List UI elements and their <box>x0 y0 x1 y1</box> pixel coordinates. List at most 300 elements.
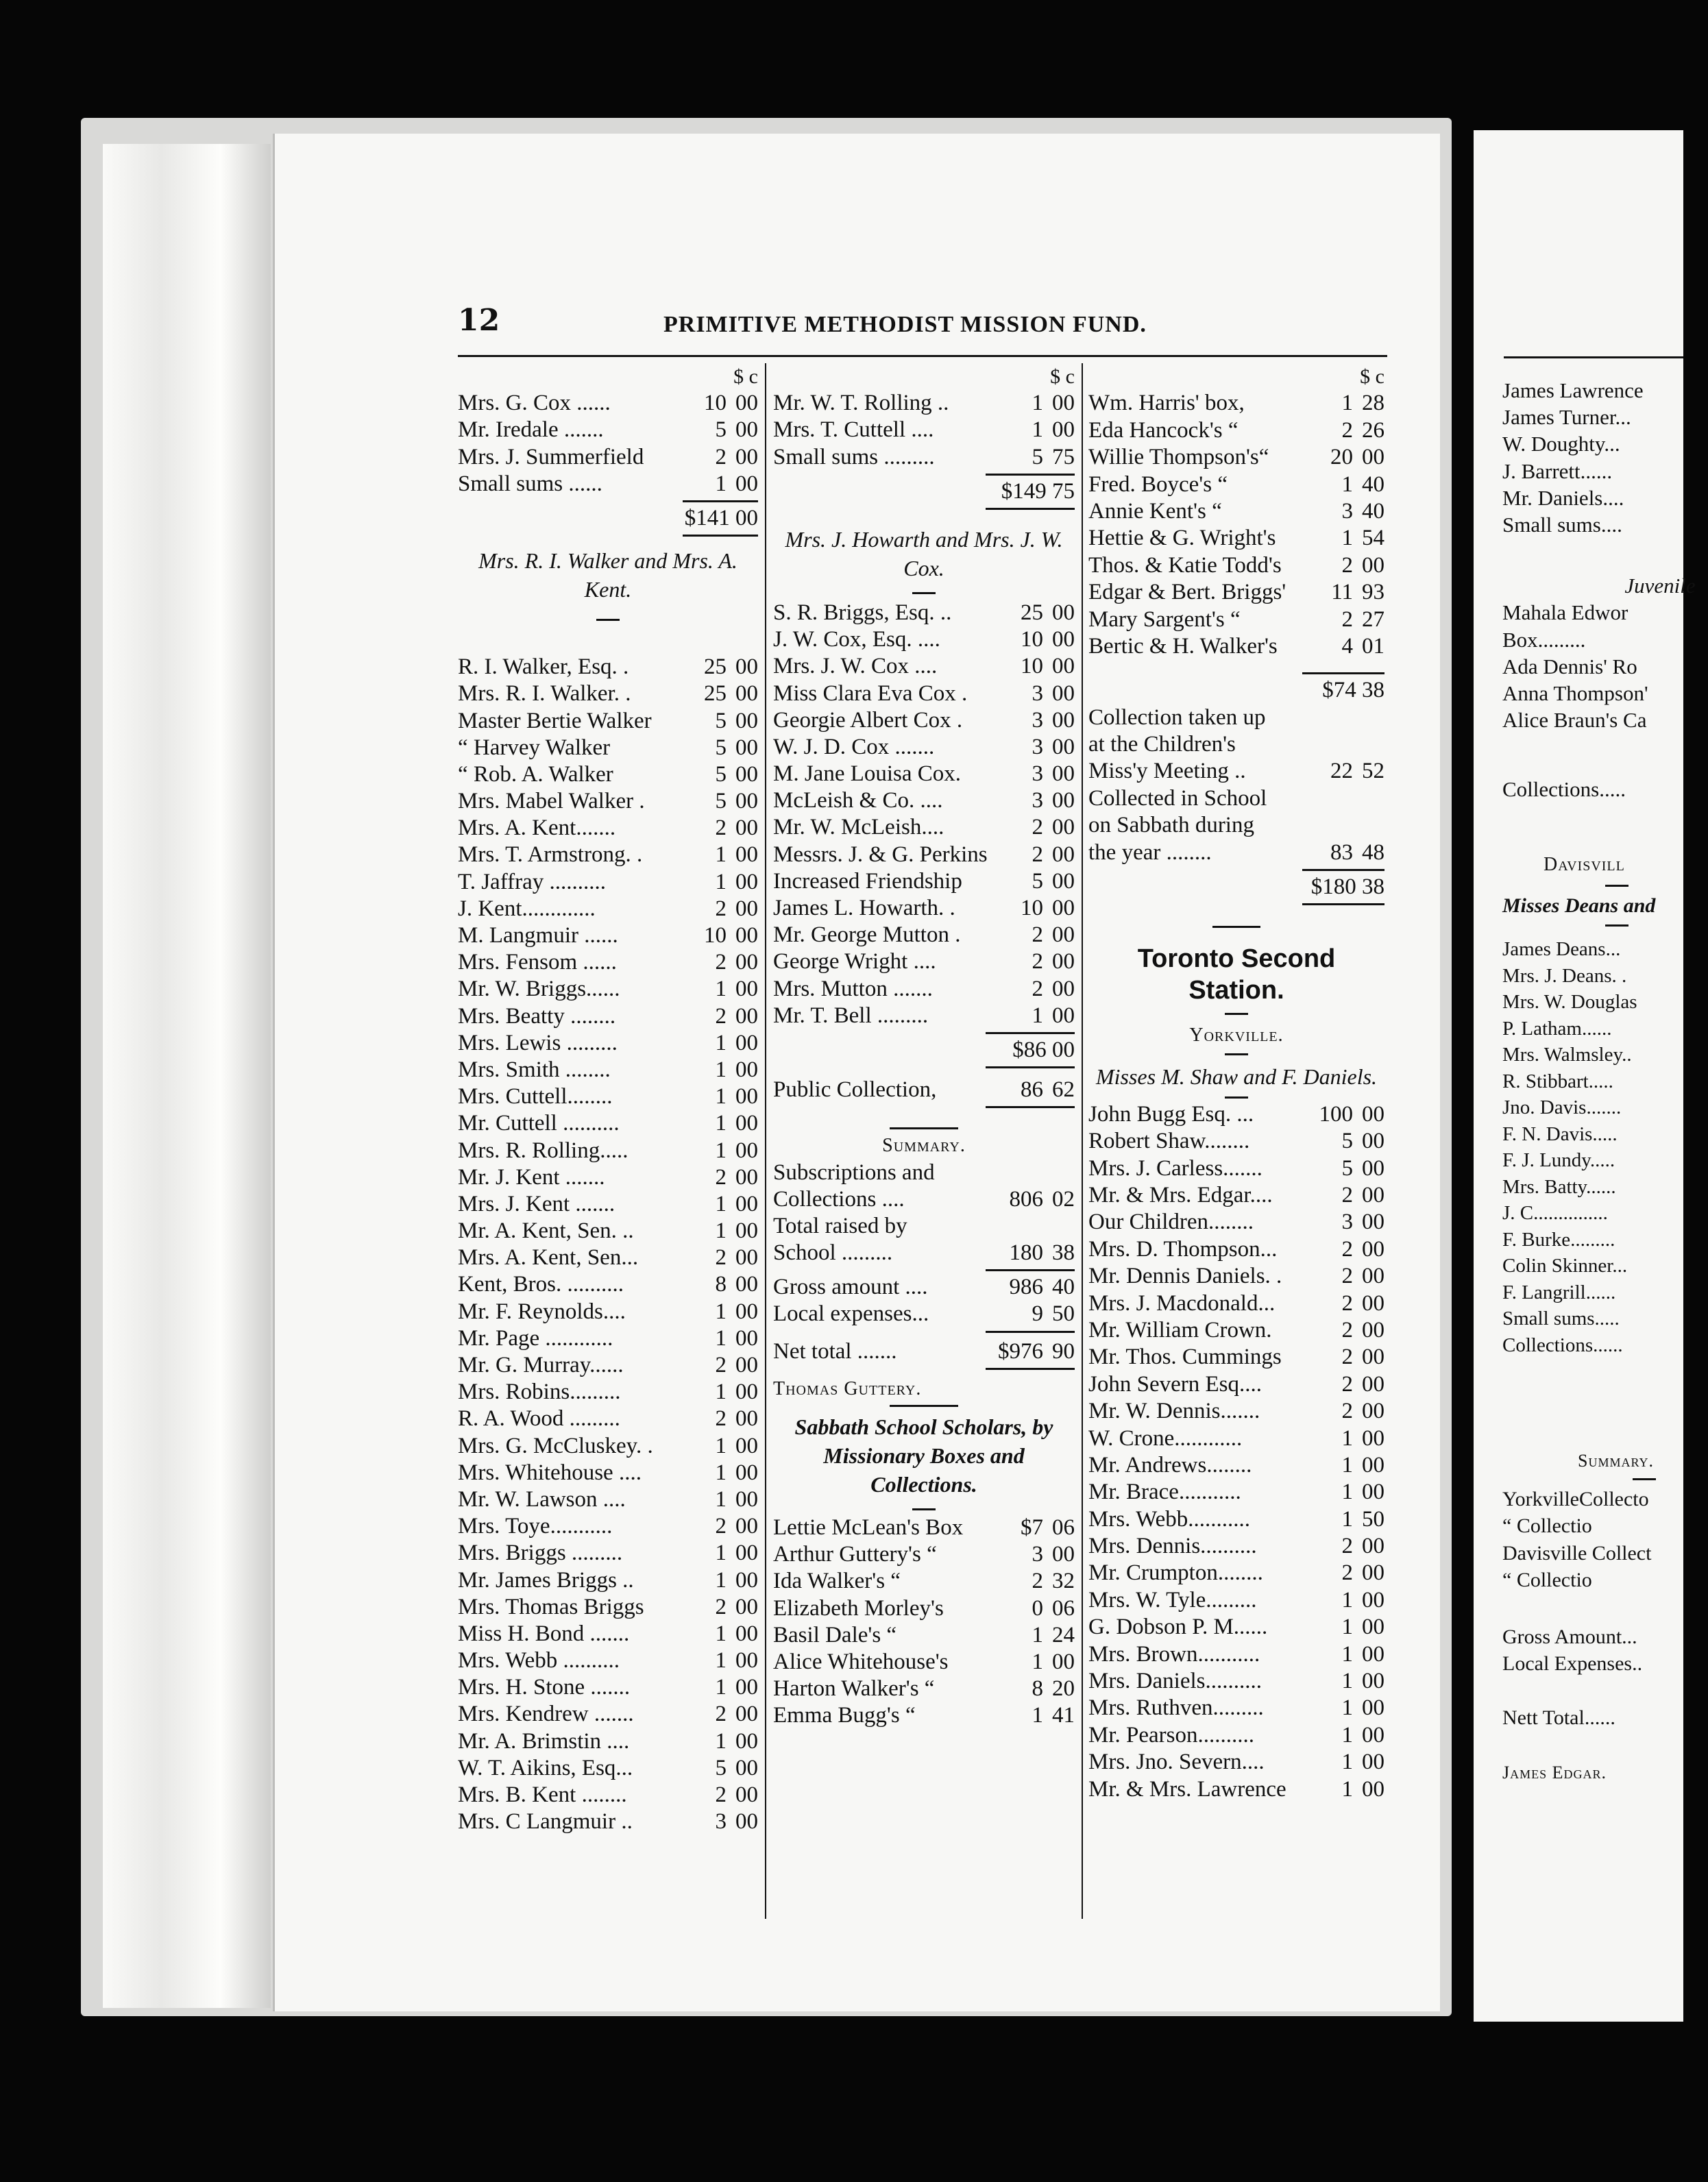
row-dollars: $7 <box>1021 1515 1043 1540</box>
row-dollars: 2 <box>715 1782 727 1807</box>
entry-row <box>773 1702 1075 1729</box>
entry-line: Collections...... <box>1502 1334 1623 1356</box>
row-name: Mr. W. T. Rolling .. <box>773 391 949 416</box>
entry-row <box>773 626 1075 653</box>
row-cents: 00 <box>735 1460 758 1485</box>
row-dollars: 10 <box>1021 627 1043 652</box>
row-dollars: 1 <box>715 977 727 1002</box>
row-cents <box>1353 812 1384 839</box>
row-dollars: 5 <box>1341 1155 1353 1181</box>
entry-row <box>458 1245 758 1271</box>
row-name: Mrs. Ruthven......... <box>1088 1695 1264 1721</box>
row-name: Mrs. J. Kent ....... <box>458 1191 615 1216</box>
entry-line: James Lawrence <box>1502 378 1644 402</box>
row-name: Mrs. T. Cuttell .... <box>773 417 934 443</box>
row-name: Small sums ......... <box>773 444 935 469</box>
row-cents: 00 <box>1362 1371 1384 1397</box>
row-cents: 00 <box>735 896 758 921</box>
row-name: Mr. W. Lawson .... <box>458 1486 626 1512</box>
row-name: at the Children's <box>1088 732 1236 757</box>
row-dollars: 5 <box>1341 1129 1353 1154</box>
row-name: Mrs. Dennis.......... <box>1088 1534 1257 1559</box>
row-cents: 40 <box>1052 1275 1075 1300</box>
row-cents: 00 <box>735 1433 758 1458</box>
entry-row <box>458 922 758 949</box>
running-title: PRIMITIVE METHODIST MISSION FUND. <box>663 312 1147 337</box>
entry-row <box>458 1433 758 1460</box>
row-dollars: 1 <box>1341 1615 1353 1640</box>
row-cents: 00 <box>1052 734 1075 759</box>
row-dollars: 1 <box>715 1325 727 1351</box>
entry-row <box>773 653 1075 680</box>
row-dollars: 1 <box>1341 1750 1353 1775</box>
row-name: Mrs. T. Armstrong. . <box>458 842 643 868</box>
col2-section-heading: Mrs. J. Howarth and Mrs. J. W. Cox. <box>785 526 1063 580</box>
entry-row <box>458 976 758 1003</box>
row-cents: 00 <box>1362 1776 1384 1802</box>
entry-line: Mrs. W. Douglas <box>1502 991 1637 1014</box>
rule <box>683 500 758 502</box>
row-dollars: 100 <box>1319 1101 1353 1127</box>
entry-row <box>458 1299 758 1325</box>
row-name: G. Dobson P. M...... <box>1088 1615 1268 1640</box>
row-dollars: 806 <box>1009 1186 1043 1212</box>
entry-line: F. N. Davis..... <box>1502 1123 1618 1145</box>
row-dollars: 1 <box>715 1299 727 1324</box>
row-cents: 00 <box>735 1380 758 1405</box>
row-cents: 00 <box>1052 600 1075 625</box>
entry-row <box>458 1083 758 1110</box>
row-name: J. Kent............. <box>458 896 596 921</box>
entry-row <box>1088 1209 1384 1236</box>
entry-row <box>458 1513 758 1540</box>
row-dollars: 1 <box>1032 1703 1043 1728</box>
row-name: Mrs. Thomas Briggs <box>458 1594 644 1619</box>
row-name: Mrs. J. Summerfield <box>458 444 644 469</box>
row-dollars: 2 <box>715 1594 727 1619</box>
entry-row <box>458 761 758 788</box>
row-cents: 00 <box>735 923 758 948</box>
row-dollars: 1 <box>715 1380 727 1405</box>
col1-top-list <box>458 390 758 498</box>
entry-row <box>1088 1614 1384 1641</box>
entry-line: F. J. Lundy..... <box>1502 1149 1615 1172</box>
row-dollars: 2 <box>715 950 727 975</box>
row-cents: 00 <box>735 654 758 680</box>
row-name: Mrs. Mutton ....... <box>773 976 933 1001</box>
entry-row <box>458 1647 758 1674</box>
row-cents: 00 <box>735 1325 758 1351</box>
entry-row <box>1088 444 1384 471</box>
rule <box>1302 869 1384 871</box>
book-spine <box>103 144 271 2008</box>
row-name: Mrs. J. Macdonald... <box>1088 1290 1276 1316</box>
row-name: Mrs. Daniels.......... <box>1088 1669 1262 1694</box>
summary-list <box>773 1160 1075 1267</box>
row-name: Our Children........ <box>1088 1210 1254 1235</box>
entry-line: Colin Skinner... <box>1502 1255 1628 1277</box>
entry-row <box>773 1003 1075 1029</box>
row-cents: 90 <box>1052 1338 1075 1364</box>
entry-row <box>1088 1695 1384 1721</box>
entry-row <box>1088 498 1384 525</box>
row-cents: 00 <box>1052 681 1075 706</box>
row-name: Robert Shaw........ <box>1088 1129 1250 1154</box>
entry-line: R. Stibbart..... <box>1502 1070 1613 1092</box>
entry-row <box>458 1809 758 1835</box>
entry-row <box>1088 1641 1384 1668</box>
row-dollars: 2 <box>1341 417 1353 443</box>
row-name: S. R. Briggs, Esq. .. <box>773 600 952 625</box>
row-name: Messrs. J. & G. Perkins <box>773 842 988 867</box>
row-dollars: 3 <box>1032 681 1043 706</box>
row-dollars: 2 <box>1032 922 1043 948</box>
row-dollars: 25 <box>1021 600 1043 625</box>
row-name: Mrs. R. Rolling..... <box>458 1138 629 1163</box>
row-name: Mr. A. Brimstin .... <box>458 1728 630 1754</box>
row-cents: 00 <box>1362 1480 1384 1505</box>
row-dollars: 1 <box>1032 391 1043 416</box>
row-name: Mr. F. Reynolds.... <box>458 1299 626 1324</box>
row-dollars: 1 <box>1341 471 1353 497</box>
entry-row <box>458 471 758 498</box>
row-cents: 00 <box>735 1245 758 1271</box>
dash <box>1605 924 1628 927</box>
row-cents: 00 <box>735 417 758 443</box>
row-dollars: 1 <box>715 1648 727 1674</box>
row-cents: 24 <box>1052 1622 1075 1647</box>
row-name: Kent, Bros. .......... <box>458 1272 624 1297</box>
row-name: Mrs. Webb .......... <box>458 1648 620 1674</box>
entry-row <box>1088 1479 1384 1506</box>
public-collection-row <box>773 1077 1075 1103</box>
station-title: Toronto Second Station. <box>1137 944 1336 1005</box>
entry-row <box>773 390 1075 417</box>
col2-top-total: $149 75 <box>1001 478 1075 504</box>
row-name: Mr. Andrews........ <box>1088 1452 1252 1478</box>
dash <box>912 1508 936 1510</box>
row-name: Mr. G. Murray...... <box>458 1353 624 1377</box>
entry-row <box>458 1138 758 1164</box>
row-cents: 00 <box>1362 1669 1384 1694</box>
row-name: J. W. Cox, Esq. .... <box>773 627 940 652</box>
row-dollars: 5 <box>1032 444 1043 469</box>
row-name: Mr. James Briggs .. <box>458 1567 634 1593</box>
row-dollars: 11 <box>1331 580 1353 605</box>
row-dollars: 1 <box>1341 1587 1353 1613</box>
row-cents: 00 <box>1362 1425 1384 1451</box>
next-nett: Nett Total...... <box>1502 1706 1615 1730</box>
row-dollars: 22 <box>1330 759 1353 784</box>
entry-row <box>1088 1533 1384 1560</box>
rule <box>1302 903 1384 905</box>
row-cents: 00 <box>735 391 758 416</box>
row-name: Mr. Iredale ....... <box>458 417 604 443</box>
row-cents: 00 <box>735 1486 758 1512</box>
row-dollars: 1 <box>715 1057 727 1082</box>
place-davisville: Davisvill <box>1544 853 1625 875</box>
rule <box>986 1368 1075 1370</box>
currency-header: $ c <box>1360 365 1384 388</box>
row-cents: 00 <box>735 1191 758 1216</box>
row-cents: 40 <box>1362 498 1384 524</box>
entry-row <box>458 735 758 761</box>
row-dollars: 2 <box>1032 1569 1043 1594</box>
entry-line: “ Collectio <box>1502 1568 1592 1591</box>
entry-row <box>1088 1425 1384 1452</box>
row-dollars: 4 <box>1341 633 1353 659</box>
entry-row <box>773 976 1075 1003</box>
row-name: W. J. D. Cox ....... <box>773 734 935 759</box>
row-dollars: 2 <box>715 1245 727 1271</box>
row-dollars: 2 <box>1341 1371 1353 1397</box>
entry-row <box>458 1218 758 1245</box>
row-name: Mrs. Fensom ...... <box>458 950 617 975</box>
row-dollars: 1 <box>1341 1641 1353 1667</box>
row-dollars: 25 <box>704 654 727 680</box>
row-cents: 00 <box>735 1057 758 1082</box>
row-cents: 32 <box>1052 1569 1075 1594</box>
entry-line: James Turner... <box>1502 405 1631 430</box>
entry-row <box>773 681 1075 707</box>
row-cents: 00 <box>1362 1264 1384 1289</box>
row-name: Collected in School <box>1088 785 1267 811</box>
currency-header: $ c <box>733 365 758 388</box>
entry-row <box>458 681 758 707</box>
row-cents: 00 <box>1052 761 1075 787</box>
row-cents: 00 <box>735 735 758 760</box>
row-dollars: 1 <box>1341 1722 1353 1748</box>
row-name: Georgie Albert Cox . <box>773 707 963 733</box>
summary-title: Summary. <box>882 1135 966 1157</box>
entry-row <box>458 1594 758 1621</box>
juvenile-heading: Juvenile <box>1624 574 1696 598</box>
row-cents <box>1043 1160 1075 1186</box>
row-name: Lettie McLean's Box <box>773 1515 964 1540</box>
row-name: Mr. Cuttell .......... <box>458 1111 620 1136</box>
row-cents: 00 <box>735 1299 758 1324</box>
rule <box>986 1269 1075 1271</box>
entry-row <box>458 1540 758 1567</box>
row-cents: 00 <box>735 816 758 841</box>
entry-row <box>1088 1398 1384 1425</box>
row-dollars: 1 <box>715 1138 727 1163</box>
row-cents: 41 <box>1052 1703 1075 1728</box>
entry-row <box>458 1567 758 1594</box>
row-dollars: 1 <box>1032 417 1043 443</box>
entry-row <box>1088 1560 1384 1586</box>
row-dollars: 1 <box>1032 1003 1043 1028</box>
entry-line: W. Doughty... <box>1502 432 1620 456</box>
entry-row <box>1088 417 1384 444</box>
entry-row <box>458 1030 758 1057</box>
row-name: M. Jane Louisa Cox. <box>773 761 962 787</box>
row-dollars: 2 <box>1032 815 1043 840</box>
row-name: the year ........ <box>1088 839 1212 865</box>
row-name: Mrs. Kendrew ....... <box>458 1702 634 1727</box>
row-cents: 00 <box>1052 896 1075 920</box>
row-name: School ......... <box>773 1240 893 1266</box>
row-cents: 00 <box>735 1648 758 1674</box>
row-dollars: 2 <box>1341 606 1353 632</box>
row-name: Mrs. B. Kent ........ <box>458 1782 627 1807</box>
row-cents: 00 <box>1362 1182 1384 1208</box>
entry-row <box>458 1164 758 1191</box>
rule <box>986 1331 1075 1333</box>
row-name: Alice Whitehouse's <box>773 1649 949 1674</box>
row-name: Eda Hancock's “ <box>1088 417 1239 443</box>
rule <box>890 1127 958 1129</box>
row-cents <box>1353 785 1384 812</box>
row-name: Net total ....... <box>773 1338 897 1364</box>
row-cents: 00 <box>1362 1452 1384 1478</box>
entry-row <box>458 815 758 842</box>
school-heading: Sabbath School Scholars, by Missionary Boxes and Collections. <box>794 1414 1053 1497</box>
entry-row <box>1088 731 1384 758</box>
row-cents: 02 <box>1052 1186 1075 1212</box>
row-dollars: 2 <box>1341 1236 1353 1262</box>
row-cents: 00 <box>735 1111 758 1136</box>
net-total-row <box>773 1338 1075 1365</box>
signature-edgar: James Edgar. <box>1502 1762 1607 1782</box>
entry-line: P. Latham...... <box>1502 1017 1612 1040</box>
row-cents: 00 <box>1052 654 1075 679</box>
row-name: Emma Bugg's “ <box>773 1703 916 1728</box>
row-name: Mrs. Briggs ......... <box>458 1541 623 1566</box>
row-dollars: 5 <box>1032 868 1043 894</box>
row-dollars: 1 <box>1032 1622 1043 1647</box>
row-name: “ Harvey Walker <box>458 735 611 760</box>
row-cents: 00 <box>1362 445 1384 470</box>
row-cents: 00 <box>735 1218 758 1244</box>
row-cents: 00 <box>735 1030 758 1055</box>
row-name: Mary Sargent's “ <box>1088 606 1241 632</box>
entry-row <box>773 948 1075 975</box>
row-dollars: $976 <box>998 1338 1043 1364</box>
entry-row <box>1088 1317 1384 1344</box>
row-cents: 00 <box>735 950 758 975</box>
dash <box>1225 1013 1248 1015</box>
entry-row <box>1088 1749 1384 1776</box>
row-cents: 00 <box>735 869 758 894</box>
entry-row <box>773 1160 1075 1186</box>
row-cents: 00 <box>735 444 758 469</box>
row-cents: 00 <box>1052 1003 1075 1028</box>
entry-row <box>458 708 758 735</box>
dash <box>1225 1096 1248 1099</box>
row-name: John Bugg Esq. ... <box>1088 1101 1254 1127</box>
row-cents <box>1353 704 1384 731</box>
row-name: Basil Dale's “ <box>773 1622 897 1647</box>
row-cents: 52 <box>1362 759 1384 784</box>
row-dollars: 1 <box>715 1486 727 1512</box>
row-name: “ Rob. A. Walker <box>458 761 613 787</box>
entry-row <box>773 707 1075 734</box>
entry-row <box>1088 785 1384 812</box>
row-cents: 00 <box>735 1003 758 1029</box>
row-name: Mrs. Lewis ......... <box>458 1030 618 1055</box>
row-cents: 00 <box>1052 788 1075 813</box>
row-dollars: 1 <box>715 1218 727 1244</box>
row-cents <box>1043 1213 1075 1240</box>
column-divider-1 <box>765 363 766 1919</box>
entry-row <box>773 1213 1075 1240</box>
row-dollars: 3 <box>715 1809 727 1835</box>
row-cents: 26 <box>1362 417 1384 443</box>
row-cents: 50 <box>1052 1301 1075 1327</box>
row-cents: 00 <box>1052 842 1075 867</box>
row-name: Bertic & H. Walker's <box>1088 633 1278 659</box>
signature-guttery: Thomas Guttery. <box>773 1377 922 1399</box>
row-dollars: 1 <box>715 1030 727 1055</box>
entry-row <box>773 895 1075 922</box>
row-name: Mr. & Mrs. Lawrence <box>1088 1776 1286 1802</box>
next-top-list <box>1502 377 1708 538</box>
row-cents: 00 <box>735 1702 758 1727</box>
entry-row <box>458 444 758 471</box>
row-name: McLeish & Co. .... <box>773 788 943 813</box>
entry-line: J. Barrett...... <box>1502 458 1613 483</box>
row-dollars: 1 <box>1341 1695 1353 1721</box>
entry-row <box>458 842 758 868</box>
row-cents: 00 <box>1362 1101 1384 1127</box>
row-name: Mr. Brace........... <box>1088 1480 1241 1505</box>
row-dollars: 2 <box>715 1003 727 1029</box>
row-name: Mrs. A. Kent, Sen... <box>458 1245 639 1271</box>
entry-row <box>458 654 758 681</box>
entry-row <box>458 1406 758 1432</box>
row-cents: 00 <box>1052 1649 1075 1674</box>
entry-row <box>1088 1722 1384 1749</box>
col3-section-heading: Misses M. Shaw and F. Daniels. <box>1095 1064 1378 1089</box>
row-dollars: 1 <box>715 1111 727 1136</box>
row-name: Mrs. Jno. Severn.... <box>1088 1750 1265 1775</box>
row-name: Mrs. Webb........... <box>1088 1506 1250 1532</box>
row-name: Mr. Page ............ <box>458 1325 613 1351</box>
entry-row <box>773 787 1075 814</box>
row-name: Mrs. Robins......... <box>458 1380 621 1405</box>
dash <box>1633 1478 1656 1480</box>
row-cents: 00 <box>1052 417 1075 443</box>
row-dollars: 1 <box>715 1728 727 1754</box>
dash <box>1605 885 1628 887</box>
rule <box>1212 926 1260 928</box>
next-page-column <box>1502 377 1708 1786</box>
row-dollars: 3 <box>1032 1542 1043 1567</box>
entry-row <box>458 788 758 815</box>
row-cents: 00 <box>1362 1236 1384 1262</box>
row-dollars: 1 <box>715 1191 727 1216</box>
row-name: Local expenses... <box>773 1301 929 1327</box>
entry-row <box>1088 1452 1384 1479</box>
row-cents: 00 <box>735 471 758 496</box>
entry-line: Davisville Collect <box>1502 1541 1652 1565</box>
rule <box>1302 672 1384 674</box>
row-dollars: 5 <box>715 1755 727 1780</box>
rule <box>986 1106 1075 1108</box>
row-name: Mrs. Smith ........ <box>458 1057 611 1082</box>
row-name: John Severn Esq.... <box>1088 1371 1262 1397</box>
row-name: Total raised by <box>773 1213 907 1238</box>
row-cents: 00 <box>1052 627 1075 652</box>
entry-line: F. Burke......... <box>1502 1228 1615 1251</box>
row-name: Mr. Crumpton........ <box>1088 1560 1263 1586</box>
entry-row <box>773 734 1075 761</box>
row-dollars: 2 <box>1341 1560 1353 1586</box>
row-cents: 00 <box>735 1567 758 1593</box>
row-name: Wm. Harris' box, <box>1088 391 1245 416</box>
row-name: Miss Clara Eva Cox . <box>773 681 968 706</box>
